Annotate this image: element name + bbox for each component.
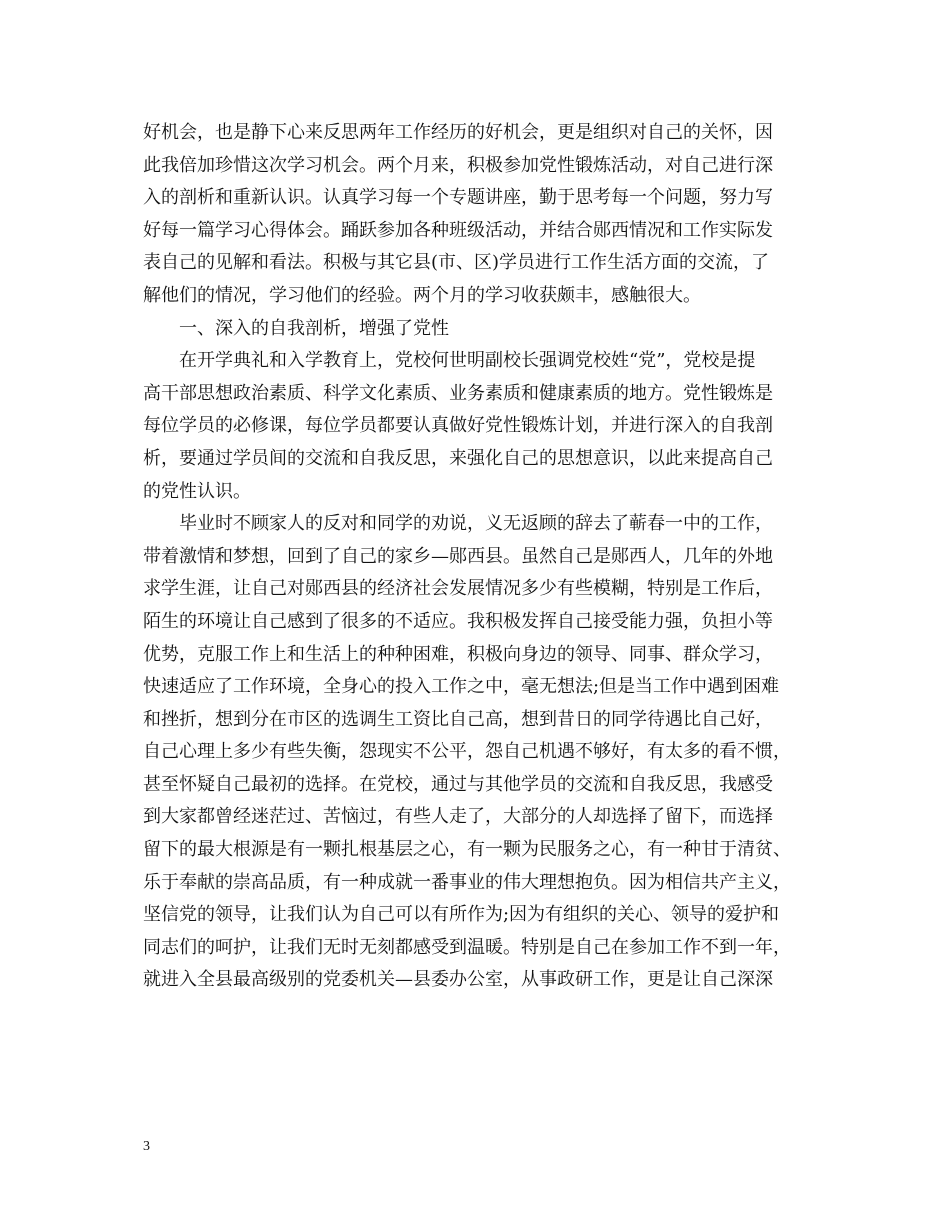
text-line: 好机会，也是静下心来反思两年工作经历的好机会，更是组织对自己的关怀，因 — [143, 122, 773, 143]
text-line: 同志们的呵护，让我们无时无刻都感受到温暖。特别是自己在参加工作不到一年， — [143, 936, 791, 958]
text-line: 陌生的环境让自己感到了很多的不适应。我积极发挥自己接受能力强，负担小等 — [143, 610, 773, 632]
text-line: 到大家都曾经迷茫过、苦恼过，有些人走了，大部分的人却选择了留下，而选择 — [143, 806, 773, 828]
text-line: 坚信党的领导，让我们认为自己可以有所作为;因为有组织的关心、领导的爱护和 — [143, 904, 780, 926]
body-text — [143, 117, 823, 997]
text-line: 优势，克服工作上和生活上的种种困难，积极向身边的领导、同事、群众学习， — [143, 643, 773, 665]
text-line: 毕业时不顾家人的反对和同学的劝说，义无返顾的辞去了蕲春一中的工作， — [143, 513, 773, 535]
text-line: 每位学员的必修课，每位学员都要认真做好党性锻炼计划，并进行深入的自我剖 — [143, 415, 773, 437]
text-line: 好每一篇学习心得体会。踊跃参加各种班级活动，并结合郧西情况和工作实际发 — [143, 219, 773, 241]
text-line: 解他们的情况，学习他们的经验。两个月的学习收获颇丰，感触很大。 — [143, 284, 701, 306]
section-heading: 一、深入的自我剖析，增强了党性 — [143, 317, 449, 339]
text-line: 高干部思想政治素质、科学文化素质、业务素质和健康素质的地方。党性锻炼是 — [143, 382, 773, 404]
text-line: 甚至怀疑自己最初的选择。在党校，通过与其他学员的交流和自我反思，我感受 — [143, 773, 773, 795]
text-line: 入的剖析和重新认识。认真学习每一个专题讲座，勤于思考每一个问题，努力写 — [143, 187, 773, 209]
text-line: 和挫折，想到分在市区的选调生工资比自己高，想到昔日的同学待遇比自己好， — [143, 708, 773, 730]
text-line: 的党性认识。 — [143, 480, 251, 502]
text-line: 此我倍加珍惜这次学习机会。两个月来，积极参加党性锻炼活动，对自己进行深 — [143, 154, 773, 176]
text-line: 在开学典礼和入学教育上，党校何世明副校长强调党校姓“党”，党校是提 — [143, 350, 756, 372]
text-line: 求学生涯，让自己对郧西县的经济社会发展情况多少有些模糊，特别是工作后， — [143, 578, 773, 600]
text-line: 留下的最大根源是有一颗扎根基层之心，有一颗为民服务之心，有一种甘于清贫、 — [143, 839, 791, 861]
text-line: 乐于奉献的崇高品质，有一种成就一番事业的伟大理想抱负。因为相信共产主义， — [143, 871, 791, 893]
text-line: 就进入全县最高级别的党委机关—县委办公室，从事政研工作，更是让自己深深 — [143, 969, 773, 991]
text-line: 自己心理上多少有些失衡，怨现实不公平，怨自己机遇不够好，有太多的看不惯， — [143, 741, 791, 763]
text-line: 快速适应了工作环境，全身心的投入工作之中，毫无想法;但是当工作中遇到困难 — [143, 676, 780, 698]
text-line: 带着激情和梦想，回到了自己的家乡—郧西县。虽然自己是郧西人，几年的外地 — [143, 545, 773, 567]
page-number: 3 — [143, 1139, 150, 1154]
text-line: 表自己的见解和看法。积极与其它县(市、区)学员进行工作生活方面的交流，了 — [143, 252, 770, 274]
text-line: 析，要通过学员间的交流和自我反思，来强化自己的思想意识，以此来提高自己 — [143, 447, 773, 469]
